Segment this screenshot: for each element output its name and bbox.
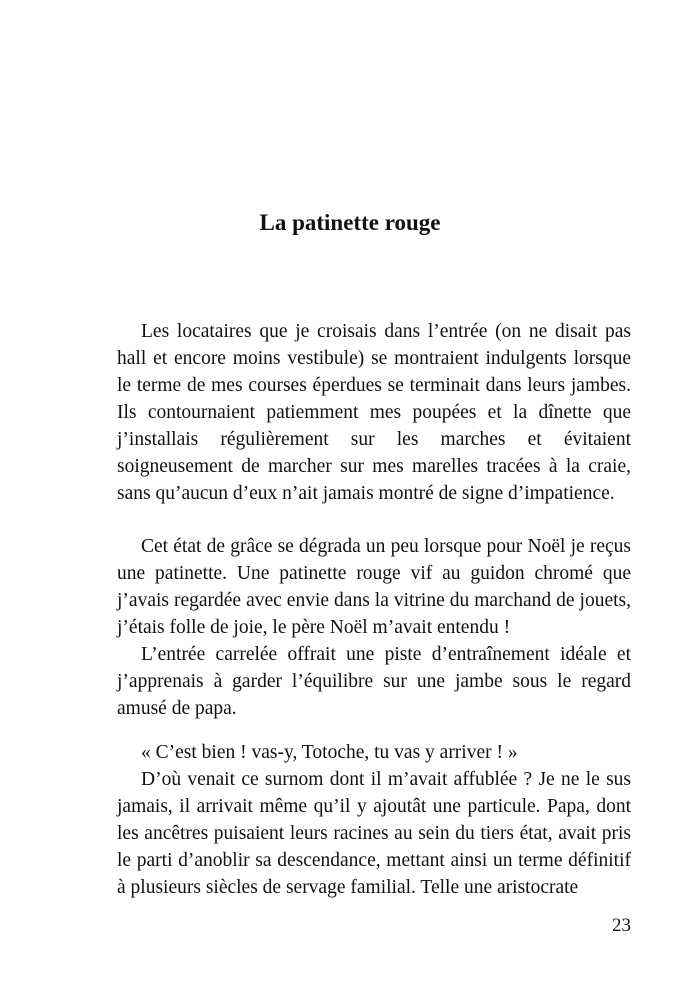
paragraph-3: L’entrée carrelée offrait une piste d’entraînement idéale et j’apprenais à garder l’équilibre sur une jambe sous le regard amusé de papa. (117, 644, 631, 719)
page-number: 23 (612, 915, 631, 936)
paragraph-5: D’où venait ce surnom dont il m’avait affublée ? Je ne le sus jamais, il arrivait même qu’il y ajoutât une particule. Papa, dont les ancêtres puisaient leurs racines au sein du tiers état, avait pris le parti d’anoblir sa descendance, mettant ainsi un terme définitif à plusieurs siècles de servage familial. Telle une aristocrate (117, 769, 631, 898)
text-block-3 (117, 739, 631, 901)
text-block-1 (117, 318, 631, 507)
chapter-title: La patinette rouge (259, 210, 441, 235)
paragraph-2: Cet état de grâce se dégrada un peu lorsque pour Noël je reçus une patinette. Une patinette rouge vif au guidon chromé que j’avais regardée avec envie dans la vitrine du marchand de jouets, j’étais folle de joie, le père Noël m’avait entendu ! (117, 536, 631, 638)
text-block-2 (117, 533, 631, 722)
paragraph-4-dialogue: « C’est bien ! vas-y, Totoche, tu vas y arriver ! » (141, 742, 518, 763)
paragraph-1: Les locataires que je croisais dans l’entrée (on ne disait pas hall et encore moins vestibule) se montraient indulgents lorsque le terme de mes courses éperdues se terminait dans leurs jambes. Ils contournaient patiemment mes poupées et la dînette que j’installais régulièrement sur les marches et évitaient soigneusement de marcher sur mes marelles tracées à la craie, sans qu’aucun d’eux n’ait jamais montré de signe d’impatience. (117, 321, 631, 504)
